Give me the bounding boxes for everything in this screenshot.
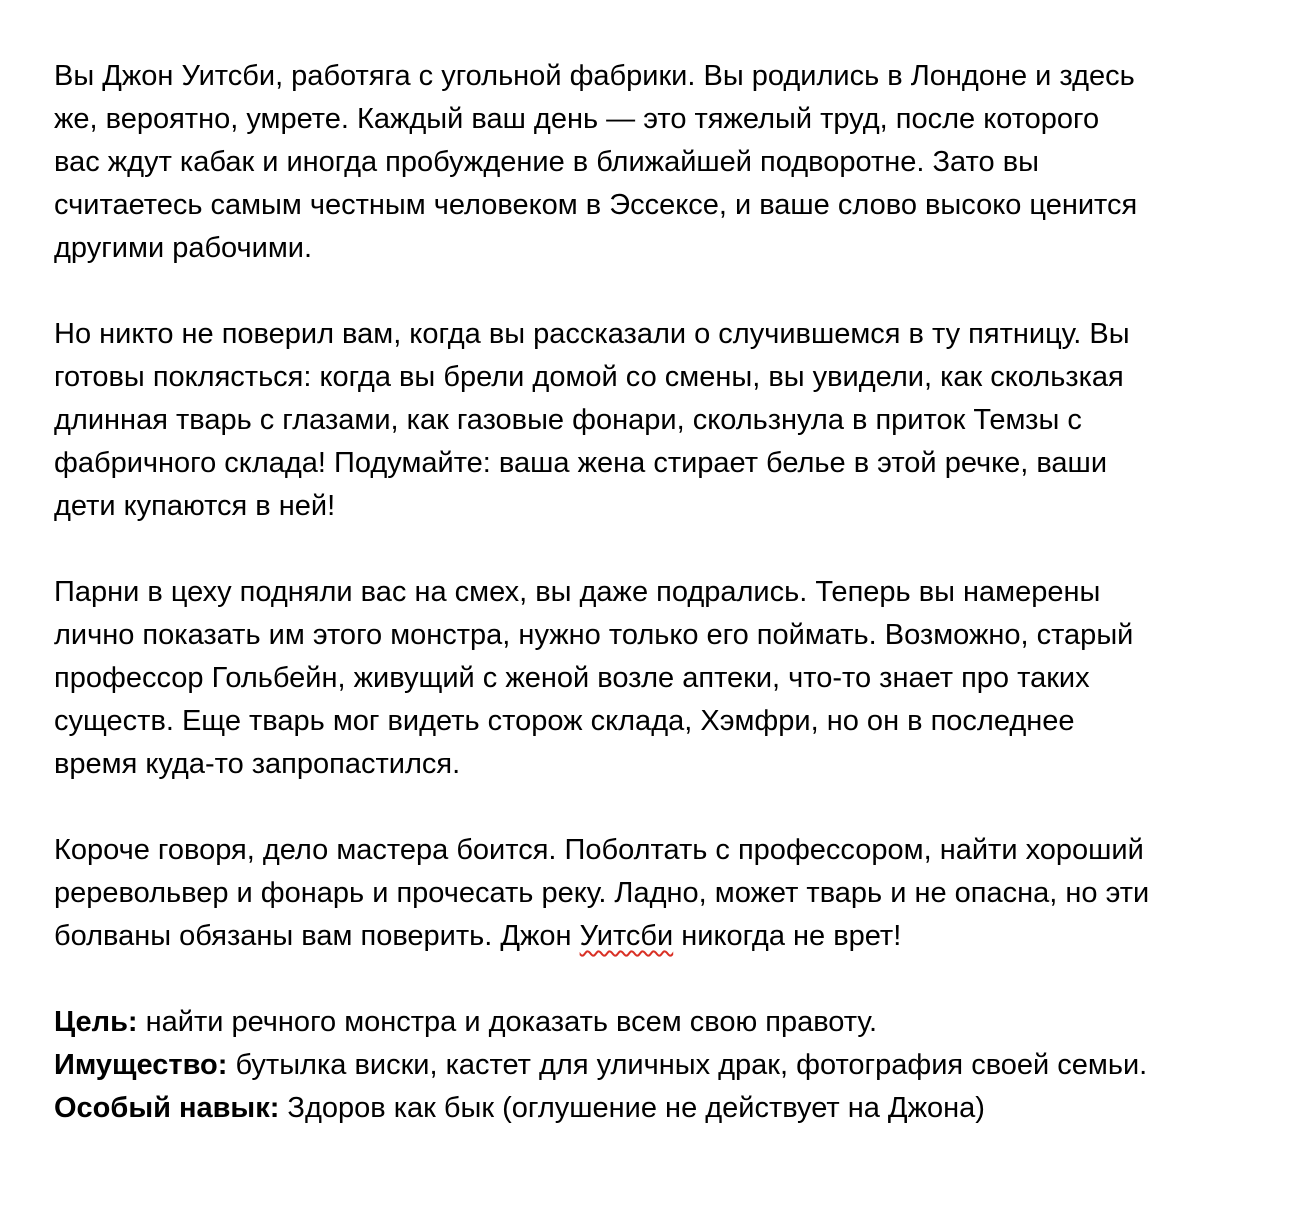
fact-goal-value: найти речного монстра и доказать всем свою правоту. — [137, 1006, 878, 1038]
fact-property-value: бутылка виски, кастет для уличных драк, фотография своей семьи. — [227, 1049, 1148, 1081]
paragraph-intro: Вы Джон Уитсби, работяга с угольной фабрики. Вы родились в Лондоне и здесь же, вероятно, умрете. Каждый ваш день — это тяжелый труд, после которого вас ждут кабак и иногда пробуждение в ближайшей подворотне. Зато вы считаетесь самым честным человеком в Эссексе, и ваше слово высоко ценится другими рабочими. — [54, 60, 1138, 264]
paragraph-friday-incident: Но никто не поверил вам, когда вы рассказали о случившемся в ту пятницу. Вы готовы поклясться: когда вы брели домой со смены, вы увидели, как скользкая длинная тварь с глазами, как газовые фонари, скользнула в приток Темзы с фабричного склада! Подумайте: ваша жена стирает белье в этой речке, ваши дети купаются в ней! — [54, 318, 1130, 522]
fact-skill — [54, 1087, 1294, 1130]
document-page — [54, 55, 1294, 1130]
character-facts — [54, 1001, 1294, 1130]
paragraph-plan: Парни в цеху подняли вас на смех, вы даже подрались. Теперь вы намерены лично показать им этого монстра, нужно только его поймать. Возможно, старый профессор Гольбейн, живущий с женой возле аптеки, что-то знает про таких существ. Еще тварь мог видеть сторож склада, Хэмфри, но он в последнее время куда-то запропастился. — [54, 576, 1134, 780]
fact-property-label: Имущество: — [54, 1049, 228, 1081]
misspelled-word[interactable]: Уитсби — [579, 920, 674, 952]
fact-goal — [54, 1001, 1294, 1044]
conclusion-text-end: никогда не врет! — [673, 920, 902, 952]
fact-goal-label: Цель: — [54, 1006, 138, 1038]
fact-skill-value: Здоров как бык (оглушение не действует на Джона) — [279, 1092, 985, 1124]
fact-property — [54, 1044, 1294, 1087]
paragraph-conclusion — [54, 829, 1294, 958]
conclusion-text-start: Короче говоря, дело мастера боится. Поболтать с профессором, найти хороший реревольвер и фонарь и прочесать реку. Ладно, может тварь и не опасна, но эти болваны обязаны вам поверить. Джон — [54, 834, 1150, 952]
fact-skill-label: Особый навык: — [54, 1092, 280, 1124]
